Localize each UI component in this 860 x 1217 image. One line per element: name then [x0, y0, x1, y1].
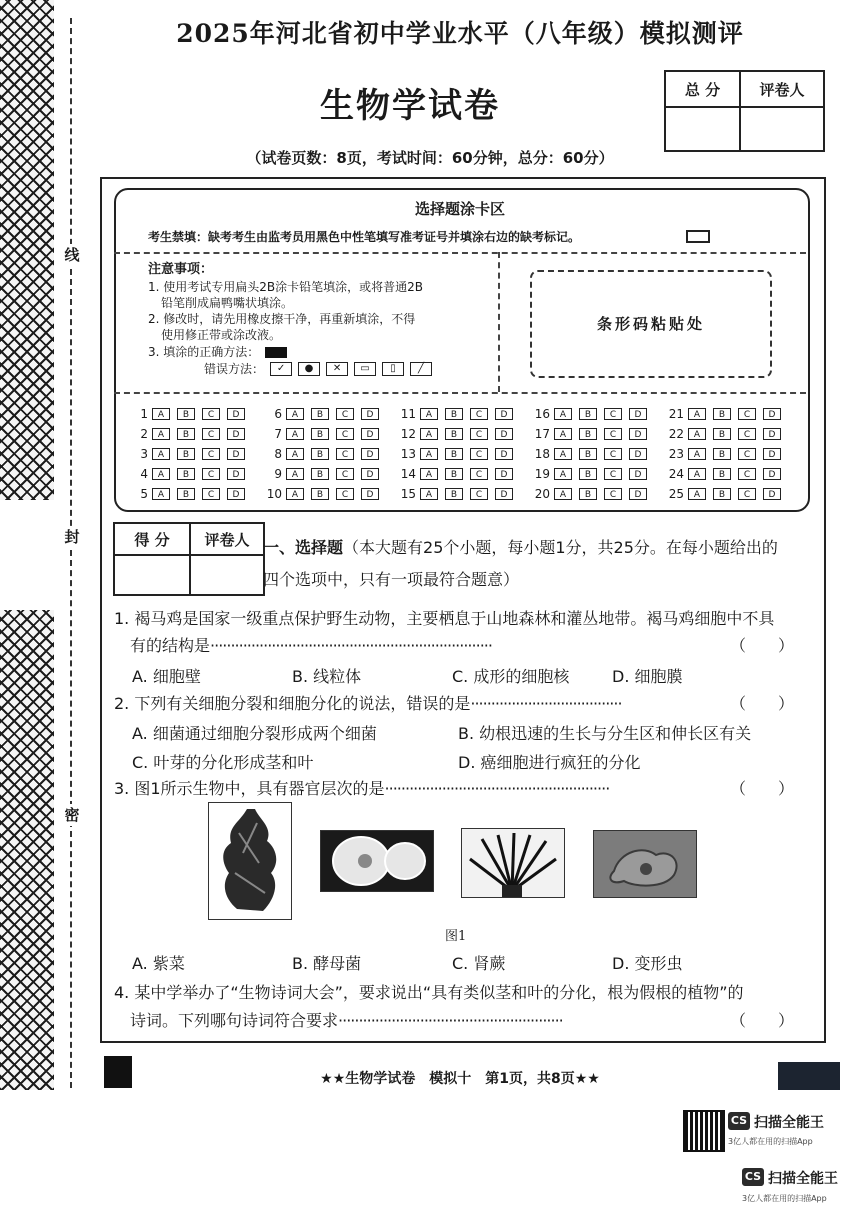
alignment-mark — [778, 1062, 840, 1090]
answer-bubble[interactable]: D — [629, 468, 647, 480]
answer-bubble[interactable]: B — [445, 408, 463, 420]
answer-bubble[interactable]: C — [470, 468, 488, 480]
answer-bubble[interactable]: C — [470, 488, 488, 500]
answer-bubble[interactable]: D — [495, 408, 513, 420]
option[interactable]: C. 肾蕨 — [452, 954, 506, 973]
binding-dashed-line — [70, 18, 72, 1088]
option[interactable]: A. 细菌通过细胞分裂形成两个细菌 — [132, 724, 377, 743]
bubble-question — [398, 487, 532, 501]
answer-bubble[interactable]: B — [445, 448, 463, 460]
answer-bubble[interactable]: D — [361, 408, 379, 420]
barcode-label: 条形码粘贴处 — [596, 315, 705, 333]
bubble-question — [398, 467, 532, 481]
question-2-stem: 2. 下列有关细胞分裂和细胞分化的说法，错误的是 — [114, 694, 471, 713]
section-desc-a: （本大题有25个小题，每小题1分，共25分。在每小题给出的 — [343, 538, 778, 557]
divider — [114, 252, 806, 254]
instructions — [148, 262, 493, 377]
answer-bubble[interactable]: D — [227, 408, 245, 420]
answer-bubble[interactable]: C — [738, 408, 756, 420]
answer-bubble[interactable]: C — [202, 408, 220, 420]
answer-bubble[interactable]: D — [495, 488, 513, 500]
answer-bubble[interactable]: B — [579, 488, 597, 500]
bubble-question — [264, 487, 398, 501]
answer-bubble[interactable]: C — [470, 408, 488, 420]
question-2 — [114, 691, 814, 714]
answer-bubble[interactable]: A — [152, 408, 170, 420]
bubble-number: 5 — [140, 487, 148, 501]
bubble-question — [532, 467, 666, 481]
answer-bubble[interactable]: B — [177, 448, 195, 460]
bubble-question — [130, 447, 264, 461]
bubble-number: 17 — [534, 427, 550, 441]
bubble-question — [532, 487, 666, 501]
answer-bubble[interactable]: C — [202, 428, 220, 440]
answer-bubble[interactable]: B — [311, 408, 329, 420]
bubble-question — [532, 407, 666, 421]
bubble-number: 14 — [400, 467, 416, 481]
bubble-number: 18 — [534, 447, 550, 461]
binding-char-seal: 封 — [62, 526, 82, 548]
question-3-stem: 3. 图1所示生物中，具有器官层次的是 — [114, 779, 385, 798]
bubble-number: 3 — [140, 447, 148, 461]
amoeba-image — [593, 830, 697, 898]
option[interactable]: B. 酵母菌 — [292, 954, 362, 973]
bubble-question — [532, 447, 666, 461]
answer-bubble[interactable]: D — [629, 408, 647, 420]
section-score-table — [113, 522, 265, 596]
answer-bubble[interactable]: A — [286, 488, 304, 500]
answer-bubble[interactable]: B — [445, 428, 463, 440]
question-3 — [114, 776, 814, 799]
option[interactable]: C. 叶芽的分化形成茎和叶 — [132, 753, 314, 772]
scanner-logo-icon: CS — [728, 1112, 750, 1130]
answer-bubble[interactable]: C — [336, 408, 354, 420]
answer-bubble[interactable]: D — [763, 488, 781, 500]
answer-bubble[interactable]: B — [311, 468, 329, 480]
question-1-line2 — [130, 633, 814, 656]
answer-bubble[interactable]: C — [738, 488, 756, 500]
grader-cell[interactable] — [740, 107, 824, 151]
bubble-number: 4 — [140, 467, 148, 481]
question-4-line1: 4. 某中学举办了“生物诗词大会”，要求说出“具有类似茎和叶的分化，根为假根的植物”的 — [114, 983, 744, 1002]
note-1b: 铅笔削成扁鸭嘴状填涂。 — [161, 296, 294, 310]
answer-bubble[interactable]: A — [286, 468, 304, 480]
answer-bubble[interactable]: D — [495, 448, 513, 460]
answer-bubble[interactable]: B — [445, 468, 463, 480]
answer-bubble[interactable]: D — [227, 428, 245, 440]
scanner-name: 扫描全能王 — [768, 1171, 838, 1187]
qr-code-icon — [683, 1110, 725, 1152]
bubble-number: 13 — [400, 447, 416, 461]
fern-image — [461, 828, 565, 898]
bubble-number: 15 — [400, 487, 416, 501]
check-mark-icon: ✓ — [270, 362, 292, 376]
option[interactable]: A. 紫菜 — [132, 954, 185, 973]
answer-bubble[interactable]: B — [177, 468, 195, 480]
answer-bubble[interactable]: C — [336, 488, 354, 500]
scanner-logo-icon: CS — [742, 1168, 764, 1186]
answer-bubble[interactable]: D — [227, 448, 245, 460]
answer-bubble[interactable]: B — [177, 488, 195, 500]
bubble-question — [398, 427, 532, 441]
option[interactable]: B. 线粒体 — [292, 667, 362, 686]
note-3: 3. 填涂的正确方法： — [148, 345, 260, 359]
bubble-number: 12 — [400, 427, 416, 441]
answer-bubble[interactable]: A — [420, 468, 438, 480]
answer-bubble[interactable]: B — [311, 448, 329, 460]
exam-info: （试卷页数：8页，考试时间：60分钟，总分：60分） — [246, 149, 614, 167]
answer-bubble[interactable]: B — [579, 448, 597, 460]
bubble-number: 23 — [668, 447, 684, 461]
answer-bubble[interactable]: C — [604, 468, 622, 480]
answer-card-title: 选择题涂卡区 — [414, 200, 505, 218]
total-score-cell[interactable] — [665, 107, 740, 151]
section-score-label: 得 分 — [114, 523, 190, 555]
bubble-question — [666, 487, 800, 501]
answer-bubble[interactable]: C — [738, 468, 756, 480]
answer-bubble[interactable]: C — [604, 448, 622, 460]
answer-bubble[interactable]: A — [420, 408, 438, 420]
answer-bubble[interactable]: A — [152, 488, 170, 500]
question-4-stem: 诗词。下列哪句诗词符合要求 — [130, 1011, 339, 1030]
answer-bubble[interactable]: A — [152, 468, 170, 480]
answer-bubble[interactable]: A — [554, 408, 572, 420]
answer-bubble[interactable]: D — [361, 448, 379, 460]
hatch-gap — [0, 500, 54, 610]
exam-title: 2025年河北省初中学业水平（八年级）模拟测评 — [176, 19, 744, 48]
bubble-number: 16 — [534, 407, 550, 421]
note-2a: 2. 修改时，请先用橡皮擦干净，再重新填涂，不得 — [148, 312, 416, 326]
half-mark-icon: ▯ — [382, 362, 404, 376]
binding-char-line: 线 — [62, 244, 82, 266]
answer-bubble[interactable]: D — [763, 408, 781, 420]
section-grader-cell[interactable] — [190, 555, 264, 595]
answer-bubble[interactable]: A — [152, 448, 170, 460]
alignment-mark — [104, 1056, 132, 1088]
option[interactable]: C. 成形的细胞核 — [452, 667, 570, 686]
answer-bubble[interactable]: C — [738, 428, 756, 440]
option[interactable]: D. 变形虫 — [612, 954, 683, 973]
leader-dots: ····································································· — [210, 636, 492, 655]
answer-bubble[interactable]: A — [420, 488, 438, 500]
bubble-number: 6 — [274, 407, 282, 421]
page-footer: ★★生物学试卷 模拟十 第1页，共8页★★ — [320, 1071, 600, 1087]
bar-mark-icon: ▭ — [354, 362, 376, 376]
answer-bubble[interactable]: B — [445, 488, 463, 500]
answer-bubble[interactable]: A — [420, 448, 438, 460]
question-1-options — [132, 664, 772, 687]
answer-paren: （ ） — [729, 694, 794, 713]
bubble-number: 10 — [266, 487, 282, 501]
bubble-number: 22 — [668, 427, 684, 441]
question-2-options-row1 — [132, 721, 792, 744]
answer-bubble[interactable]: C — [470, 428, 488, 440]
answer-bubble[interactable]: B — [713, 428, 731, 440]
answer-bubble[interactable]: A — [688, 408, 706, 420]
option[interactable]: D. 癌细胞进行疯狂的分化 — [458, 753, 641, 772]
question-4-line2 — [130, 1008, 814, 1031]
answer-bubble[interactable]: A — [554, 468, 572, 480]
total-score-label: 总 分 — [665, 71, 740, 107]
bubble-question — [666, 467, 800, 481]
absence-mark-box[interactable] — [686, 230, 710, 243]
wrong-methods — [148, 361, 493, 377]
bubble-question — [264, 447, 398, 461]
question-3-options — [132, 951, 772, 974]
answer-bubble[interactable]: C — [604, 428, 622, 440]
bubble-question — [130, 427, 264, 441]
answer-bubble[interactable]: C — [336, 468, 354, 480]
wrong-label: 错误方法： — [204, 362, 265, 376]
answer-bubble[interactable]: B — [311, 488, 329, 500]
question-1-stem: 有的结构是 — [130, 636, 211, 655]
answer-bubble[interactable]: C — [202, 488, 220, 500]
section-grader-label: 评卷人 — [190, 523, 264, 555]
question-1-line1: 1. 褐马鸡是国家一级重点保护野生动物，主要栖息于山地森林和灌丛地带。褐马鸡细胞中不具 — [114, 609, 775, 628]
total-score-table — [664, 70, 825, 152]
answer-bubble[interactable]: B — [713, 488, 731, 500]
leader-dots: ····································· — [470, 694, 622, 713]
answer-bubble[interactable]: A — [688, 468, 706, 480]
answer-bubble[interactable]: D — [629, 448, 647, 460]
answer-bubble[interactable]: B — [579, 468, 597, 480]
yeast-image — [320, 830, 434, 892]
answer-bubble[interactable]: D — [495, 428, 513, 440]
bubble-question — [666, 447, 800, 461]
answer-bubble[interactable]: D — [629, 488, 647, 500]
answer-bubble[interactable]: C — [336, 428, 354, 440]
bubble-row — [130, 424, 800, 444]
bubble-question — [398, 407, 532, 421]
answer-bubble[interactable]: A — [688, 428, 706, 440]
scanner-name: 扫描全能王 — [754, 1115, 824, 1131]
answer-bubble[interactable]: D — [227, 488, 245, 500]
answer-bubble[interactable]: A — [286, 428, 304, 440]
bubble-row — [130, 404, 800, 424]
answer-bubble[interactable]: D — [227, 468, 245, 480]
bubble-number: 20 — [534, 487, 550, 501]
section-heading — [263, 532, 808, 596]
laver-image — [208, 802, 292, 920]
absence-warning: 考生禁填：缺考考生由监考员用黑色中性笔填写准考证号并填涂右边的缺考标记。 — [148, 230, 581, 244]
bubble-row — [130, 464, 800, 484]
answer-bubble[interactable]: A — [554, 428, 572, 440]
answer-bubble[interactable]: A — [286, 448, 304, 460]
section-score-cell[interactable] — [114, 555, 190, 595]
bubble-question — [130, 467, 264, 481]
option[interactable]: B. 幼根迅速的生长与分生区和伸长区有关 — [458, 724, 752, 743]
bubble-number: 25 — [668, 487, 684, 501]
barcode-area — [530, 270, 772, 378]
correct-method — [148, 344, 493, 360]
answer-bubble[interactable]: A — [554, 448, 572, 460]
answer-bubble[interactable]: C — [202, 448, 220, 460]
answer-bubble[interactable]: B — [177, 428, 195, 440]
bubble-row — [130, 444, 800, 464]
option[interactable]: A. 细胞壁 — [132, 667, 201, 686]
answer-bubble[interactable]: B — [177, 408, 195, 420]
bubble-question — [264, 427, 398, 441]
divider — [114, 392, 806, 394]
answer-bubble[interactable]: C — [738, 448, 756, 460]
bubble-number: 1 — [140, 407, 148, 421]
bubble-question — [264, 467, 398, 481]
binding-char-secret: 密 — [62, 804, 82, 826]
subject-title: 生物学试卷 — [320, 86, 500, 126]
grader-label: 评卷人 — [740, 71, 824, 107]
bubble-question — [130, 407, 264, 421]
scanner-subtitle: 3亿人都在用的扫描App — [742, 1194, 827, 1203]
cross-mark-icon: ✕ — [326, 362, 348, 376]
bubble-question — [666, 407, 800, 421]
answer-bubble[interactable]: C — [604, 488, 622, 500]
option[interactable]: D. 细胞膜 — [612, 667, 683, 686]
answer-paren: （ ） — [729, 779, 794, 798]
answer-bubble[interactable]: B — [713, 468, 731, 480]
answer-bubble[interactable]: A — [688, 488, 706, 500]
answer-bubble[interactable]: A — [286, 408, 304, 420]
note-2b: 使用修正带或涂改液。 — [161, 328, 282, 342]
answer-bubble[interactable]: D — [361, 468, 379, 480]
bubble-number: 2 — [140, 427, 148, 441]
bubble-number: 11 — [400, 407, 416, 421]
answer-bubble[interactable]: A — [420, 428, 438, 440]
leader-dots: ······················································· — [338, 1011, 563, 1030]
answer-bubble[interactable]: D — [763, 448, 781, 460]
section-desc-b: 四个选项中，只有一项最符合题意） — [263, 570, 520, 589]
answer-bubble[interactable]: B — [713, 448, 731, 460]
correct-fill-sample — [265, 347, 287, 358]
answer-bubble[interactable]: A — [688, 448, 706, 460]
bubble-number: 7 — [274, 427, 282, 441]
section-title: 一、选择题 — [263, 538, 344, 557]
bubble-row — [130, 484, 800, 504]
divider — [498, 252, 500, 392]
slash-mark-icon: ╱ — [410, 362, 432, 376]
answer-bubble[interactable]: D — [361, 428, 379, 440]
answer-bubble[interactable]: B — [713, 408, 731, 420]
figure-1-label: 图1 — [445, 929, 467, 944]
answer-bubble[interactable]: B — [579, 428, 597, 440]
scanner-subtitle: 3亿人都在用的扫描App — [728, 1137, 813, 1146]
answer-bubble[interactable]: D — [763, 468, 781, 480]
answer-bubble[interactable]: D — [629, 428, 647, 440]
answer-bubble[interactable]: D — [361, 488, 379, 500]
answer-bubble[interactable]: D — [763, 428, 781, 440]
answer-bubble[interactable]: C — [336, 448, 354, 460]
answer-bubble-grid — [130, 404, 800, 504]
bubble-number: 8 — [274, 447, 282, 461]
note-1a: 1. 使用考试专用扁头2B涂卡铅笔填涂，或将普通2B — [148, 280, 423, 294]
bubble-number: 9 — [274, 467, 282, 481]
bubble-question — [130, 487, 264, 501]
bubble-number: 19 — [534, 467, 550, 481]
bubble-question — [532, 427, 666, 441]
leader-dots: ······················································· — [384, 779, 610, 798]
answer-bubble[interactable]: C — [202, 468, 220, 480]
answer-bubble[interactable]: A — [554, 488, 572, 500]
answer-bubble[interactable]: B — [311, 428, 329, 440]
bubble-number: 24 — [668, 467, 684, 481]
answer-bubble[interactable]: B — [579, 408, 597, 420]
bubble-number: 21 — [668, 407, 684, 421]
bubble-question — [666, 427, 800, 441]
bubble-question — [264, 407, 398, 421]
dot-mark-icon: ● — [298, 362, 320, 376]
instructions-heading: 注意事项： — [148, 262, 214, 277]
question-2-options-row2 — [132, 750, 792, 773]
answer-paren: （ ） — [729, 1011, 794, 1030]
answer-bubble[interactable]: C — [470, 448, 488, 460]
bubble-question — [398, 447, 532, 461]
answer-paren: （ ） — [729, 636, 794, 655]
answer-bubble[interactable]: C — [604, 408, 622, 420]
answer-bubble[interactable]: A — [152, 428, 170, 440]
answer-bubble[interactable]: D — [495, 468, 513, 480]
